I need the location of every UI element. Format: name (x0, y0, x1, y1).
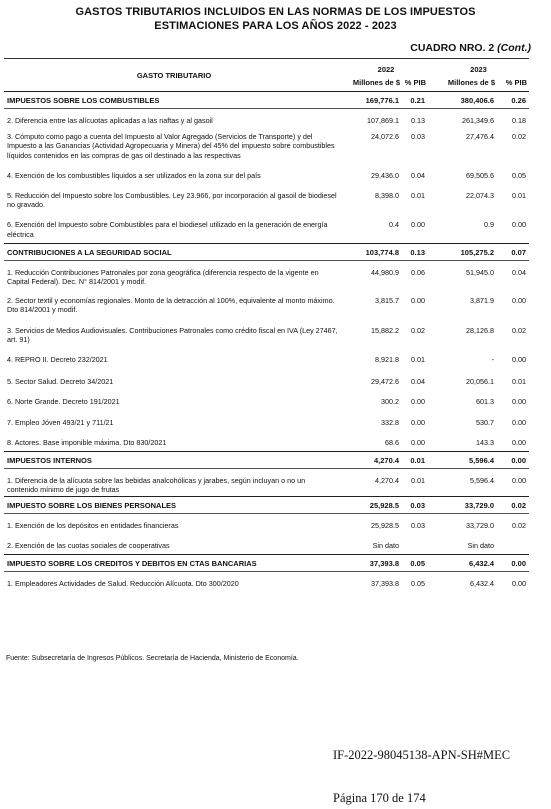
section-pib-2022: 0.05 (402, 554, 428, 571)
section-value-2023: 6,432.4 (428, 554, 497, 571)
row-value-2023: 69,505.6 (466, 170, 494, 180)
row-value-2023: - (491, 355, 494, 365)
subheader-millones-2023: Millones de $ (428, 74, 497, 92)
row-description: 6. Norte Grande. Decreto 191/2021 (7, 397, 120, 407)
row-value-2022: 29,472.6 (371, 377, 399, 387)
row-pib-2022: 0.01 (411, 191, 425, 201)
row-description: 6. Exención del Impuesto sobre Combustibles para el biodiesel utilizado en la generación de energía eléctrica (7, 220, 328, 239)
row-description: 1. Exención de los depósitos en entidades financieras (7, 521, 179, 531)
tax-expenditure-table (4, 58, 529, 590)
table-body (4, 92, 529, 591)
row-description: 4. REPRO II. Decreto 232/2021 (7, 355, 108, 365)
row-pib-2022: 0.03 (411, 132, 425, 142)
table-row (4, 514, 529, 534)
table-row (4, 469, 529, 497)
row-pib-2022: 0.13 (411, 116, 425, 125)
row-pib-2023: 0.01 (512, 191, 526, 201)
table-row (4, 319, 529, 348)
row-pib-2023: 0.00 (512, 355, 526, 365)
row-value-2022: 15,882.2 (371, 325, 399, 335)
section-value-2023: 5,596.4 (428, 452, 497, 469)
row-value-2022: 107,869.1 (367, 116, 399, 125)
row-pib-2022: 0.01 (411, 476, 425, 486)
subheader-pib-2022: % PIB (402, 74, 428, 92)
section-pib-2023: 0.00 (497, 452, 529, 469)
row-value-2022: 3,815.7 (375, 296, 399, 306)
section-value-2023: 105,275.2 (428, 243, 497, 260)
section-row (4, 243, 529, 260)
row-value-2022: 0.4 (389, 220, 399, 230)
table-row (4, 125, 529, 164)
row-pib-2022: 0.04 (411, 170, 425, 180)
row-value-2022: 8,398.0 (375, 191, 399, 201)
table-row (4, 213, 529, 243)
row-pib-2022: 0.00 (411, 220, 425, 230)
source-note: Fuente: Subsecretaría de Ingresos Públicos. Secretaría de Hacienda, Ministerio de Economía. (6, 655, 299, 662)
row-value-2023: 3,871.9 (470, 296, 494, 306)
row-pib-2023: 0.01 (512, 377, 526, 387)
row-description: 5. Reducción del Impuesto sobre los Combustibles. Ley 23.966, por incorporación al gasoil de biodiesel no gravado. (7, 191, 337, 210)
row-pib-2023: 0.02 (512, 521, 526, 531)
row-value-2022: 68.6 (385, 437, 399, 447)
row-pib-2022: 0.06 (411, 267, 425, 277)
row-value-2023: 0.9 (484, 220, 494, 230)
row-description: 8. Actores. Base imponible máxima. Dto 830/2021 (7, 437, 167, 447)
row-description: 1. Reducción Contribuciones Patronales por zona geográfica (diferencia respecto de la vigente en Capital Federal). Dec. N° 814/2001 y modif. (7, 267, 319, 287)
row-value-2022: 300.2 (381, 397, 399, 407)
row-value-2023: 51,945.0 (466, 267, 494, 277)
row-pib-2022: 0.02 (411, 325, 425, 335)
section-value-2022: 4,270.4 (344, 452, 402, 469)
section-pib-2022: 0.01 (402, 452, 428, 469)
section-pib-2023: 0.07 (497, 243, 529, 260)
table-row (4, 348, 529, 370)
section-value-2022: 103,774.8 (344, 243, 402, 260)
section-title: IMPUESTO SOBRE LOS BIENES PERSONALES (4, 497, 344, 514)
row-pib-2022 (402, 534, 428, 555)
column-header-2022: 2022 (344, 59, 428, 75)
row-pib-2022: 0.03 (411, 521, 425, 531)
row-description: 1. Empleadores Actividades de Salud. Reducción Alícuota. Dto 300/2020 (7, 578, 239, 588)
row-pib-2022: 0.04 (411, 377, 425, 387)
section-row (4, 452, 529, 469)
row-description: 3. Cómputo como pago a cuenta del Impuesto al Valor Agregado (Servicios de Transporte) y del Impuesto a las Ganancias (Actividad Agropecuaria y Minera) del 45% del impuesto sobre combustibles líquidos contenidos en las compras de gas oil destinado a las respectivas (7, 132, 335, 160)
row-pib-2023: 0.02 (512, 325, 526, 335)
row-value-2022: 29,436.0 (371, 170, 399, 180)
document-title-line1: GASTOS TRIBUTARIOS INCLUIDOS EN LAS NORMAS DE LOS IMPUESTOS (75, 6, 476, 18)
row-value-2023: Sin dato (467, 540, 494, 550)
row-value-2022: 332.8 (381, 417, 399, 427)
row-description: 1. Diferencia de la alícuota sobre las bebidas analcohólicas y jarabes, según incluyan o no un contenido mínimo de jugo de frutas (7, 476, 306, 495)
row-value-2023: 33,729.0 (466, 521, 494, 531)
section-pib-2022: 0.13 (402, 243, 428, 260)
row-pib-2022: 0.00 (411, 397, 425, 407)
table-row (4, 184, 529, 213)
row-value-2023: 22,074.3 (466, 191, 494, 201)
row-value-2023: 5,596.4 (470, 476, 494, 486)
row-pib-2023: 0.05 (512, 170, 526, 180)
row-pib-2023 (497, 534, 529, 555)
row-value-2023: 601.3 (476, 397, 494, 407)
section-pib-2022: 0.03 (402, 497, 428, 514)
row-pib-2022: 0.00 (411, 296, 425, 306)
section-value-2022: 37,393.8 (344, 554, 402, 571)
document-id: IF-2022-98045138-APN-SH#MEC (333, 748, 511, 762)
section-value-2023: 380,406.6 (428, 92, 497, 109)
row-pib-2023: 0.00 (512, 397, 526, 407)
row-pib-2023: 0.00 (512, 476, 526, 486)
row-pib-2022: 0.00 (411, 417, 425, 427)
section-row (4, 497, 529, 514)
row-value-2022: 25,928.5 (371, 521, 399, 531)
section-value-2022: 169,776.1 (344, 92, 402, 109)
column-header-concept: GASTO TRIBUTARIO (4, 59, 344, 92)
table-row (4, 289, 529, 318)
row-pib-2022: 0.05 (411, 578, 425, 588)
section-pib-2022: 0.21 (402, 92, 428, 109)
table-row (4, 431, 529, 452)
column-header-2023: 2023 (428, 59, 529, 75)
section-pib-2023: 0.02 (497, 497, 529, 514)
row-value-2023: 27,476.4 (466, 132, 494, 142)
row-pib-2022: 0.00 (411, 437, 425, 447)
row-pib-2023: 0.00 (512, 417, 526, 427)
row-value-2022: 44,980.9 (371, 267, 399, 277)
table-row (4, 411, 529, 431)
row-description: 5. Sector Salud. Decreto 34/2021 (7, 377, 114, 387)
row-value-2022: Sin dato (372, 540, 399, 550)
row-pib-2023: 0.02 (512, 132, 526, 142)
table-row (4, 390, 529, 410)
row-value-2023: 6,432.4 (470, 578, 494, 588)
row-value-2023: 261,349.6 (462, 116, 494, 125)
row-value-2023: 143.3 (476, 437, 494, 447)
subheader-millones-2022: Millones de $ (344, 74, 402, 92)
row-value-2022: 8,921.8 (375, 355, 399, 365)
row-value-2023: 20,056.1 (466, 377, 494, 387)
section-title: IMPUESTO SOBRE LOS CREDITOS Y DEBITOS EN CTAS BANCARIAS (4, 554, 344, 571)
row-pib-2023: 0.18 (512, 116, 526, 125)
section-row (4, 92, 529, 109)
table-row (4, 534, 529, 555)
document-title-line2: ESTIMACIONES PARA LOS AÑOS 2022 - 2023 (154, 20, 397, 32)
section-title: CONTRIBUCIONES A LA SEGURIDAD SOCIAL (4, 243, 344, 260)
section-row (4, 554, 529, 571)
table-row (4, 109, 529, 126)
section-value-2023: 33,729.0 (428, 497, 497, 514)
row-description: 3. Servicios de Medios Audiovisuales. Contribuciones Patronales como crédito fiscal en IVA (Ley 27467, art. 91) (7, 325, 338, 344)
section-pib-2023: 0.00 (497, 554, 529, 571)
page-number: Página 170 de 174 (333, 791, 426, 805)
section-title: IMPUESTOS SOBRE LOS COMBUSTIBLES (4, 92, 344, 109)
section-value-2022: 25,928.5 (344, 497, 402, 514)
section-title: IMPUESTOS INTERNOS (4, 452, 344, 469)
row-pib-2023: 0.00 (512, 578, 526, 588)
subheader-pib-2023: % PIB (497, 74, 529, 92)
row-pib-2022: 0.01 (411, 355, 425, 365)
row-value-2023: 28,126.8 (466, 325, 494, 335)
table-row (4, 571, 529, 590)
section-pib-2023: 0.26 (497, 92, 529, 109)
row-description: 7. Empleo Jóven 493/21 y 711/21 (7, 417, 114, 427)
table-row (4, 370, 529, 390)
row-pib-2023: 0.00 (512, 296, 526, 306)
row-description: 2. Exención de las cuotas sociales de cooperativas (7, 540, 170, 550)
row-description: 2. Diferencia entre las alícuotas aplicadas a las naftas y al gasoil (7, 116, 213, 125)
row-value-2023: 530.7 (476, 417, 494, 427)
row-value-2022: 24,072.6 (371, 132, 399, 142)
row-value-2022: 37,393.8 (371, 578, 399, 588)
row-pib-2023: 0.00 (512, 220, 526, 230)
row-pib-2023: 0.04 (512, 267, 526, 277)
table-row (4, 260, 529, 289)
row-pib-2023: 0.00 (512, 437, 526, 447)
row-description: 2. Sector textil y economías regionales. Monto de la detracción al 100%, equivalente al monto máximo. Dto 814/2001 y modif. (7, 296, 335, 315)
row-value-2022: 4,270.4 (375, 476, 399, 486)
row-description: 4. Exención de los combustibles líquidos a ser utilizados en la zona sur del país (7, 170, 261, 180)
table-row (4, 164, 529, 184)
table-number-label: CUADRO NRO. 2 (Cont.) (410, 42, 531, 54)
